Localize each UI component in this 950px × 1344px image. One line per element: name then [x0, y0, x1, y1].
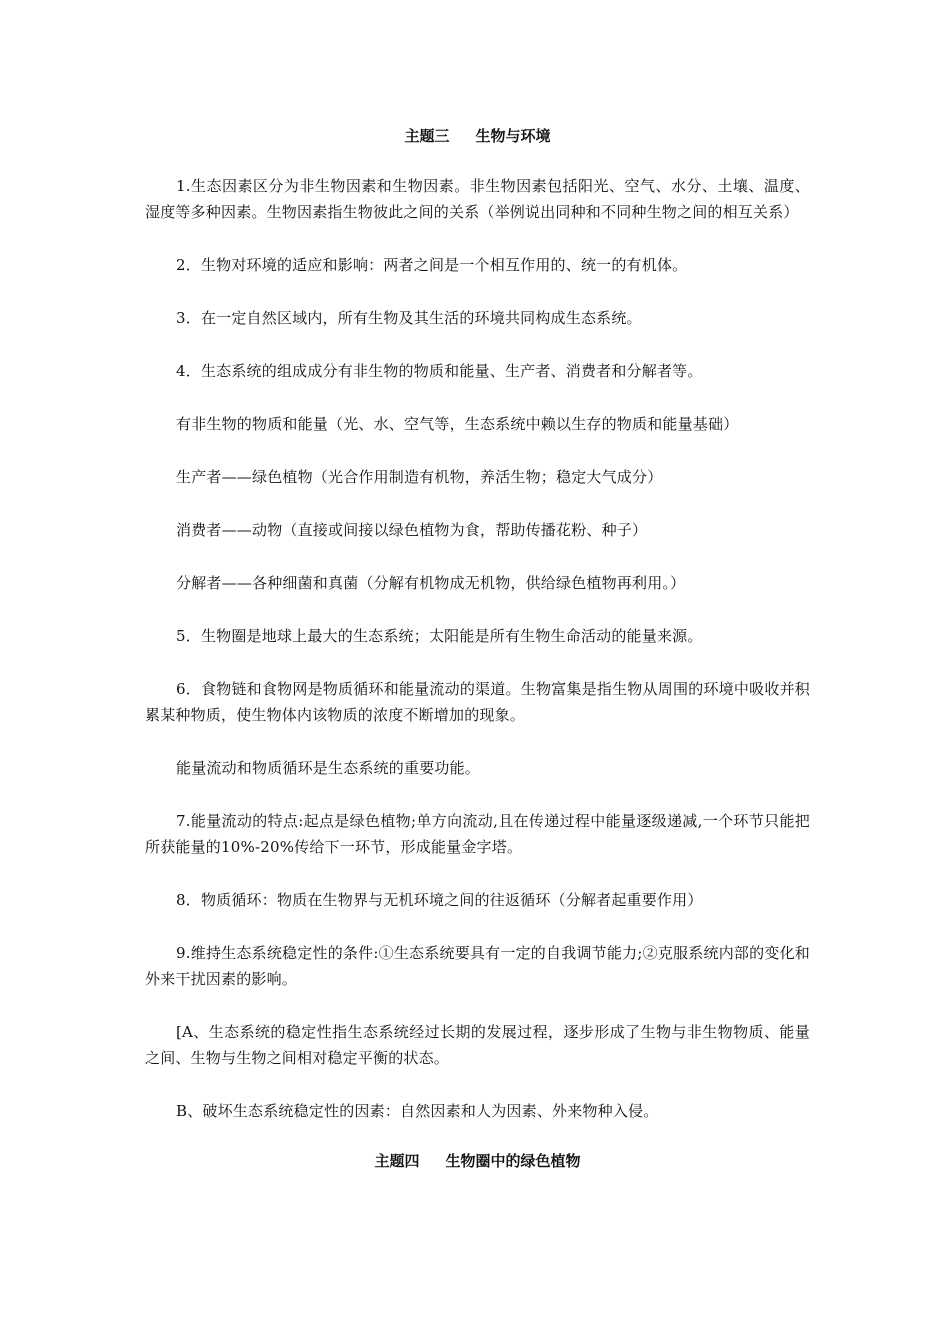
paragraph-consumer: 消费者——动物（直接或间接以绿色植物为食，帮助传播花粉、种子）: [176, 521, 648, 539]
paragraph-5: 5．生物圈是地球上最大的生态系统；太阳能是所有生物生命活动的能量来源。: [176, 627, 703, 645]
heading-title: 生物圈中的绿色植物: [445, 1152, 581, 1170]
paragraph-abiotic: 有非生物的物质和能量（光、水、空气等，生态系统中赖以生存的物质和能量基础）: [176, 415, 739, 433]
paragraph-9b: B、破坏生态系统稳定性的因素：自然因素和人为因素、外来物种入侵。: [176, 1102, 659, 1120]
paragraph-6: 6．食物链和食物网是物质循环和能量流动的渠道。生物富集是指生物从周围的环境中吸收并积累某种物质，使生物体内该物质的浓度不断增加的现象。: [145, 680, 810, 724]
paragraph-4: 4．生态系统的组成成分有非生物的物质和能量、生产者、消费者和分解者等。: [176, 362, 703, 380]
paragraph-3: 3．在一定自然区域内，所有生物及其生活的环境共同构成生态系统。: [176, 309, 642, 327]
heading-title: 生物与环境: [475, 127, 551, 145]
heading-number: 主题四: [374, 1152, 420, 1170]
heading-number: 主题三: [404, 127, 450, 145]
paragraph-decomposer: 分解者——各种细菌和真菌（分解有机物成无机物，供给绿色植物再利用。）: [176, 574, 686, 592]
paragraph-function: 能量流动和物质循环是生态系统的重要功能。: [176, 759, 481, 777]
paragraph-1: 1.生态因素区分为非生物因素和生物因素。非生物因素包括阳光、空气、水分、土壤、温度、湿度等多种因素。生物因素指生物彼此之间的关系（举例说出同种和不同种生物之间的相互关系）: [145, 177, 810, 221]
paragraph-9: 9.维持生态系统稳定性的条件:①生态系统要具有一定的自我调节能力;②克服系统内部的变化和外来干扰因素的影响。: [145, 944, 810, 988]
section-heading-theme-4: [145, 1150, 810, 1172]
paragraph-9a: [A、生态系统的稳定性指生态系统经过长期的发展过程，逐步形成了生物与非生物物质、能量之间、生物与生物之间相对稳定平衡的状态。: [145, 1023, 810, 1067]
paragraph-8: 8．物质循环：物质在生物界与无机环境之间的往返循环（分解者起重要作用）: [176, 891, 703, 909]
paragraph-7: 7.能量流动的特点:起点是绿色植物;单方向流动,且在传递过程中能量逐级递减,一个环节只能把所获能量的10%-20%传给下一环节，形成能量金字塔。: [145, 812, 810, 856]
section-heading-theme-3: [145, 125, 810, 147]
paragraph-2: 2．生物对环境的适应和影响：两者之间是一个相互作用的、统一的有机体。: [176, 256, 688, 274]
paragraph-producer: 生产者——绿色植物（光合作用制造有机物，养活生物；稳定大气成分）: [176, 468, 663, 486]
document-page: [145, 125, 810, 1172]
